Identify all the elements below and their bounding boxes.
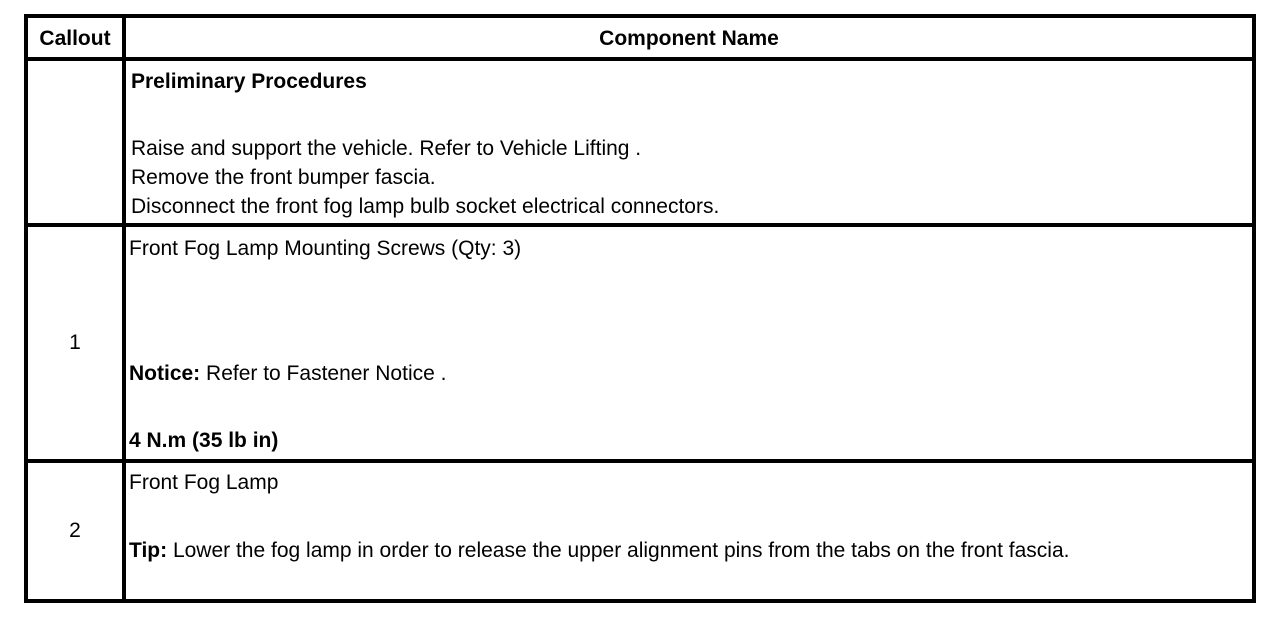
- preliminary-title: Preliminary Procedures: [131, 70, 367, 93]
- callout-number: 2: [69, 519, 81, 542]
- tip-text: Lower the fog lamp in order to release the upper alignment pins from the tabs on the front fascia.: [167, 539, 1070, 562]
- tip-label: Tip:: [129, 539, 168, 562]
- component-name: Front Fog Lamp Mounting Screws (Qty: 3): [129, 237, 522, 260]
- column-divider: [122, 18, 126, 599]
- component-table: [24, 14, 1256, 603]
- preliminary-step: Disconnect the front fog lamp bulb socket electrical connectors.: [131, 195, 720, 218]
- header-divider: [28, 57, 1252, 61]
- row-divider: [28, 223, 1252, 227]
- notice-label: Notice:: [129, 362, 201, 385]
- header-callout: Callout: [39, 27, 111, 50]
- row-divider: [28, 459, 1252, 463]
- preliminary-step: Raise and support the vehicle. Refer to Vehicle Lifting .: [131, 137, 642, 160]
- callout-number: 1: [69, 331, 81, 354]
- header-component-name: Component Name: [599, 27, 779, 50]
- component-name: Front Fog Lamp: [129, 471, 279, 494]
- notice-text: Refer to Fastener Notice .: [200, 362, 447, 385]
- torque-spec: 4 N.m (35 lb in): [129, 429, 279, 452]
- notice-line: [129, 362, 446, 386]
- tip-line: [129, 539, 1069, 563]
- preliminary-step: Remove the front bumper fascia.: [131, 166, 436, 189]
